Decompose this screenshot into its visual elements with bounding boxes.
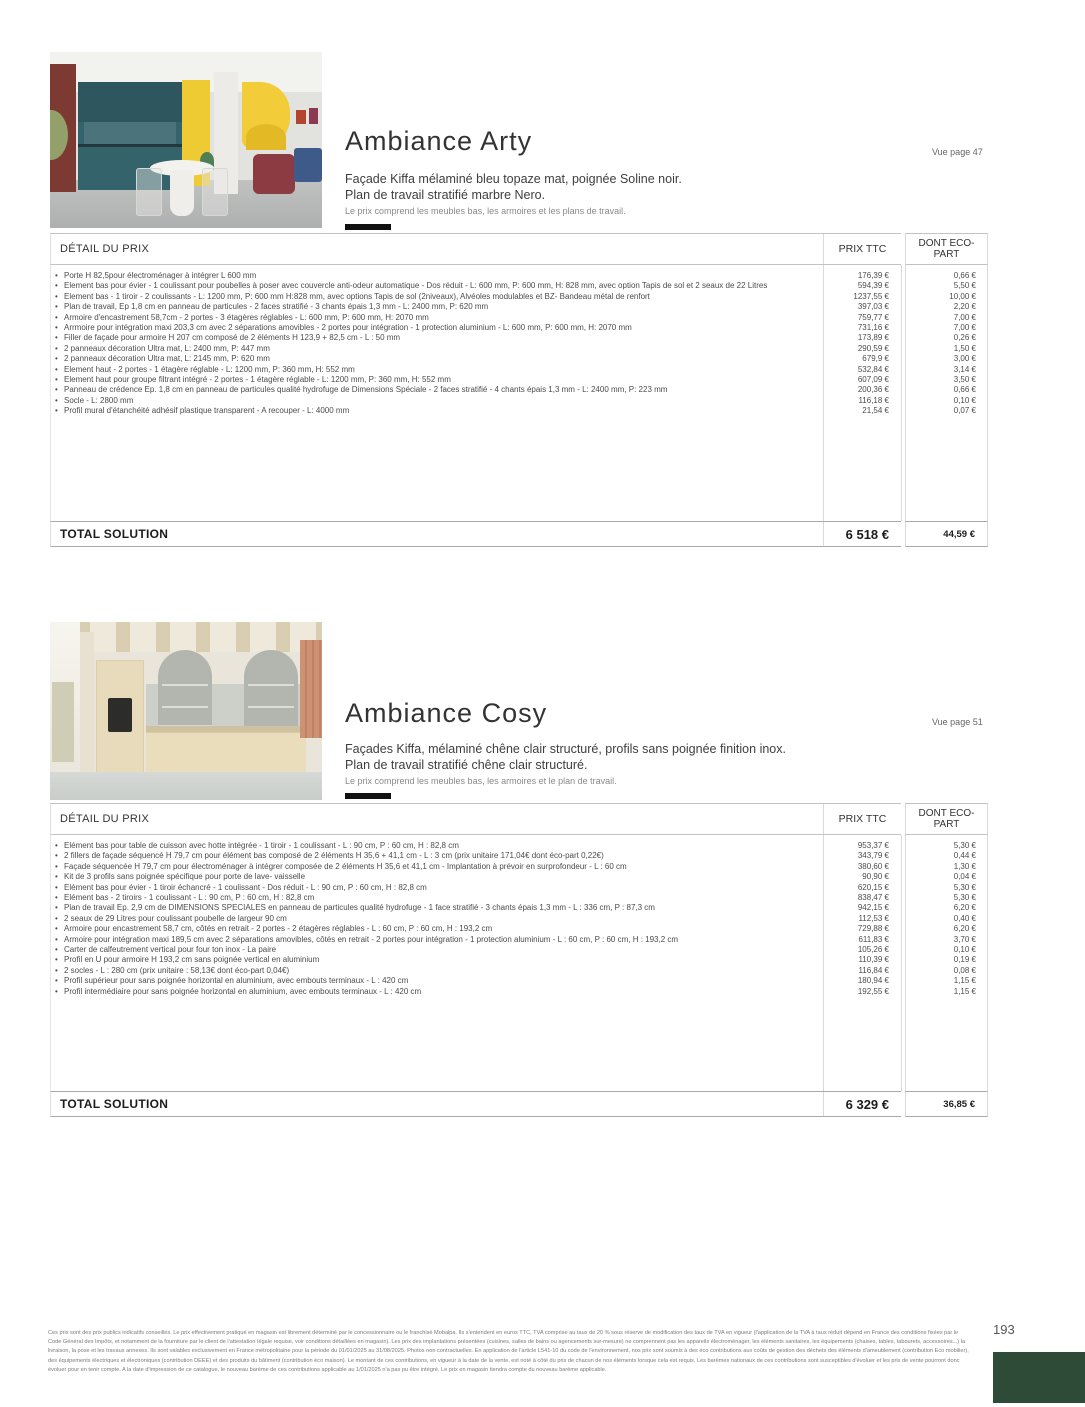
table-row [50, 893, 988, 903]
item-price: 116,18 € [858, 395, 889, 405]
vue-page-link-cosy[interactable]: Vue page 51 [932, 717, 983, 727]
item-eco: 1,50 € [953, 343, 976, 353]
bullet-icon: • [55, 945, 58, 955]
item-price: 759,77 € [857, 312, 889, 322]
table-row [50, 903, 988, 913]
table-row [50, 271, 988, 281]
table-row [50, 375, 988, 385]
item-price: 611,83 € [858, 934, 889, 944]
bullet-icon: • [55, 385, 58, 395]
item-price: 1237,55 € [853, 291, 889, 301]
table-row [50, 872, 988, 882]
item-label: • Profil en U pour armoire H 193,2 cm sans poignée vertical en aluminium [55, 955, 320, 965]
legal-line: Code Général des Impôts, et notamment de la fourniture par le client de l'attestation légale requise, voir conditions détaillées en magasin). Les prix des implantations présentées (cuisines, salles de bains ou agencements sur-mesure) ne comprennent pas les appareils électroménager, les éléments sanitaires, les équipements (chaises, tables, tabourets, accessoires...) la [48, 1339, 966, 1346]
table-row [50, 281, 988, 291]
divider-bar [345, 224, 391, 230]
item-price: 729,88 € [857, 924, 889, 934]
bullet-icon: • [55, 893, 58, 903]
item-eco: 0,08 € [953, 965, 976, 975]
item-eco: 0,10 € [953, 945, 976, 955]
item-label: • Armoire pour encastrement 58,7 cm, côtés en retrait - 2 portes - 2 étagères réglables - L : 60 cm, P : 60 cm, H : 193,2 cm [55, 924, 493, 934]
table-row [50, 883, 988, 893]
item-price: 112,53 € [858, 913, 889, 923]
item-label: • Profil mural d'étanchéité adhésif plastique transparent - A recouper - L: 4000 mm [55, 406, 350, 416]
item-label: • Panneau de crédence Ep. 1,8 cm en panneau de particules qualité hydrofuge de Dimensions Spéciale - 2 faces stratifié - 4 chants épais 1,3 mm - L: 2400 mm, P: 223 mm [55, 385, 668, 395]
total-label: TOTAL SOLUTION [60, 1097, 169, 1111]
column-header-eco: DONT ECO-PART [905, 803, 988, 835]
table-row [50, 365, 988, 375]
item-price: 942,15 € [857, 903, 889, 913]
total-price: 6 518 € [823, 522, 901, 546]
item-label: • Porte H 82,5pour électroménager à intégrer L 600 mm [55, 271, 257, 280]
item-price: 594,39 € [857, 281, 889, 291]
divider-bar [345, 793, 391, 799]
item-eco: 5,30 € [953, 841, 976, 850]
item-label: • Element haut pour groupe filtrant intégré - 2 portes - 1 étagère réglable - L: 1200 mm, P: 360 mm, H: 552 mm [55, 375, 451, 385]
item-label: • Armoire pour intégration maxi 189,5 cm avec 2 séparations amovibles, côtés en retrait - 2 portes pour intégration - 1 protection aluminium - L : 60 cm, P : 60 cm, H : 193,2 cm [55, 934, 679, 944]
bullet-icon: • [55, 271, 58, 280]
bullet-icon: • [55, 903, 58, 913]
item-price: 380,60 € [857, 861, 889, 871]
total-row [50, 1091, 988, 1117]
ambiance-arty-photo [50, 52, 322, 228]
item-label: • Arrmoire pour intégration maxi 203,3 cm avec 2 séparations amovibles - 2 portes pour intégration - 1 protection aluminium - L: 600 mm, P: 600 mm, H: 2070 mm [55, 323, 632, 333]
item-eco: 3,14 € [953, 364, 976, 374]
corner-accent-block [993, 1352, 1085, 1403]
bullet-icon: • [55, 312, 58, 322]
table-row [50, 935, 988, 945]
table-row [50, 302, 988, 312]
item-label: • 2 panneaux décoration Ultra mat, L: 2145 mm, P: 620 mm [55, 354, 270, 364]
section-title-arty: Ambiance Arty [345, 126, 533, 156]
item-eco: 1,15 € [953, 976, 976, 986]
item-label: • 2 fillers de façade séquencé H 79,7 cm pour élément bas composé de 2 éléments H 35,6 + 41,1 cm - L : 3 cm (prix unitaire 171,04€ dont éco-part 0,22€) [55, 851, 604, 861]
column-header-detail: DÉTAIL DU PRIX [60, 243, 150, 255]
table-body [50, 265, 988, 521]
bullet-icon: • [55, 364, 58, 374]
item-label: • 2 panneaux décoration Ultra mat, L: 2400 mm, P: 447 mm [55, 343, 270, 353]
item-price: 90,90 € [862, 872, 889, 882]
item-label: • Element haut - 2 portes - 1 étagère réglable - L: 1200 mm, P: 360 mm, H: 552 mm [55, 364, 355, 374]
item-eco: 5,50 € [953, 281, 976, 291]
item-label: • Elément bas pour table de cuisson avec hotte intégrée - 1 tiroir - 1 coulissant - L : 90 cm, P : 60 cm, H : 82,8 cm [55, 841, 459, 850]
column-header-price: PRIX TTC [823, 234, 901, 264]
bullet-icon: • [55, 302, 58, 312]
table-row [50, 966, 988, 976]
column-header-eco: DONT ECO-PART [905, 233, 988, 265]
item-price: 105,26 € [857, 945, 889, 955]
item-price: 532,84 € [857, 364, 889, 374]
legal-line: Ces prix sont des prix publics indicatifs conseillés. Le prix effectivement pratiqué en magasin est librement déterminé par le concessionnaire ou le franchisé Mobalpa. Ils s'entendent en euros TTC, TVA comprise au taux de 20 % sous réserve de modification des taux de TVA en vigueur (l'application de la TVA à taux réduit dépend en France des conditions fixées par le [48, 1330, 959, 1336]
item-eco: 7,00 € [953, 323, 976, 333]
page-number: 193 [993, 1322, 1015, 1337]
table-row [50, 313, 988, 323]
section-description [345, 741, 786, 773]
item-eco: 6,20 € [953, 903, 976, 913]
item-label: • Elément bas pour évier - 1 tiroir échancré - 1 coulissant - Dos réduit - L : 90 cm, P : 60 cm, H : 82,8 cm [55, 882, 427, 892]
description-line-2: Plan de travail stratifié marbre Nero. [345, 188, 546, 202]
item-price: 180,94 € [857, 976, 889, 986]
item-label: • Element bas - 1 tiroir - 2 coulissants - L: 1200 mm, P: 600 mm H:828 mm, avec options Tapis de sol (2niveaux), Alvéoles modulables et BZ- Bandeau métal de renfort [55, 291, 650, 301]
item-label: • Profil intermédiaire pour sans poignée horizontal en aluminium, avec embouts terminaux - L : 420 cm [55, 986, 422, 996]
item-label: • Façade séquencée H 79,7 cm pour électroménager à intégrer composée de 2 éléments H 35,6 et 41,1 cm - Implantation à prévoir en surprofondeur - L : 60 cm [55, 861, 627, 871]
bullet-icon: • [55, 291, 58, 301]
bullet-icon: • [55, 406, 58, 416]
table-row [50, 851, 988, 861]
item-label: • Plan de travail, Ep 1,8 cm en panneau de particules - 2 faces stratifié - 3 chants épais 1,3 mm - L: 2400 mm, P: 620 mm [55, 302, 489, 312]
bullet-icon: • [55, 851, 58, 861]
item-label: • Plan de travail Ep. 2,9 cm de DIMENSIONS SPECIALES en panneau de particules qualité hydrofuge - 1 face stratifié - 3 chants épais 1,3 mm - L : 336 cm, P : 87,3 cm [55, 903, 655, 913]
item-eco: 2,20 € [953, 302, 976, 312]
item-eco: 5,30 € [953, 893, 976, 903]
bullet-icon: • [55, 965, 58, 975]
item-price: 200,36 € [857, 385, 889, 395]
table-row [50, 292, 988, 302]
table-header [50, 803, 988, 835]
item-price: 116,84 € [858, 965, 889, 975]
item-price: 397,03 € [857, 302, 889, 312]
bullet-icon: • [55, 343, 58, 353]
table-row [50, 333, 988, 343]
legal-line: évoluer pour en tenir compte. A la date d'impression de ce catalogue, le nouveau barème de ces contributions applicable au 1/01/2025 n'a pas pu être intégré. Le prix en magasin tiendra compte du nouveau barème applicable. [48, 1366, 607, 1373]
item-eco: 3,50 € [953, 375, 976, 385]
legal-text [48, 1329, 983, 1375]
table-body [50, 835, 988, 1091]
item-label: • Profil supérieur pour sans poignée horizontal en aluminium, avec embouts terminaux - L : 420 cm [55, 976, 409, 986]
section-note: Le prix comprend les meubles bas, les armoires et le plan de travail. [345, 776, 617, 786]
column-header-detail: DÉTAIL DU PRIX [60, 813, 150, 825]
bullet-icon: • [55, 976, 58, 986]
item-price: 343,79 € [857, 851, 889, 861]
item-price: 21,54 € [862, 406, 889, 416]
bullet-icon: • [55, 395, 58, 405]
bullet-icon: • [55, 841, 58, 850]
item-eco: 1,30 € [953, 861, 976, 871]
item-eco: 3,00 € [953, 354, 976, 364]
item-eco: 0,44 € [953, 851, 976, 861]
item-eco: 10,00 € [949, 291, 976, 301]
table-row [50, 987, 988, 997]
item-price: 620,15 € [857, 882, 889, 892]
legal-line: livraison, la pose et les travaux annexes. Ils sont valables exclusivement en France métropolitaine pour la période du 01/01/2025 au 31/08/2025. Photos non contractuelles. En application de l'article L541-10 du code de l'environnement, nos prix sont soumis à des éco contributions aux coûts de gestion des déchets des éléments d'ameublement (contribution Eco mobilier), [48, 1348, 969, 1355]
item-eco: 0,04 € [953, 872, 976, 882]
bullet-icon: • [55, 354, 58, 364]
item-price: 173,89 € [857, 333, 889, 343]
item-eco: 0,40 € [953, 913, 976, 923]
total-eco: 36,85 € [905, 1091, 988, 1117]
table-header [50, 233, 988, 265]
total-label: TOTAL SOLUTION [60, 527, 169, 541]
item-price: 679,9 € [862, 354, 889, 364]
item-eco: 5,30 € [953, 882, 976, 892]
total-price: 6 329 € [823, 1092, 901, 1116]
legal-line: des équipements électriques et électroniques (contribution DEEE) et des produits du bâtiment (contribution éco maison). Le montant de ces contributions, en vigueur à la date de la vente, est noté à côté du prix de chacun de nos éléments lorsque cela est requis. Les barèmes nationaux de ces contributions sont susceptibles d'évoluer et les prix de vente pourront donc [48, 1357, 960, 1364]
item-label: • Carter de calfeutrement vertical pour four ton inox - La paire [55, 945, 277, 955]
item-price: 607,09 € [857, 375, 889, 385]
description-line-2: Plan de travail stratifié chêne clair structuré. [345, 758, 588, 772]
table-row [50, 354, 988, 364]
bullet-icon: • [55, 986, 58, 996]
bullet-icon: • [55, 323, 58, 333]
table-row [50, 914, 988, 924]
bullet-icon: • [55, 934, 58, 944]
bullet-icon: • [55, 375, 58, 385]
item-label: • Kit de 3 profils sans poignée spécifique pour porte de lave- vaisselle [55, 872, 306, 882]
item-eco: 0,66 € [953, 271, 976, 280]
bullet-icon: • [55, 882, 58, 892]
total-eco: 44,59 € [905, 521, 988, 547]
item-label: • Elément bas - 2 tiroirs - 1 coulissant - L : 90 cm, P : 60 cm, H : 82,8 cm [55, 893, 315, 903]
bullet-icon: • [55, 872, 58, 882]
item-label: • Element bas pour évier - 1 coulissant pour poubelles à poser avec couvercle anti-odeur automatique - Dos réduit - L: 600 mm, P: 600 mm, H: 828 mm, avec option Tapis de sol et 2 seaux de 22 Litres [55, 281, 768, 291]
item-eco: 0,07 € [953, 406, 976, 416]
section-description [345, 171, 682, 203]
table-row [50, 406, 988, 416]
column-header-price: PRIX TTC [823, 804, 901, 834]
bullet-icon: • [55, 861, 58, 871]
section-title-cosy: Ambiance Cosy [345, 698, 548, 728]
item-price: 192,55 € [857, 986, 889, 996]
description-line-1: Façades Kiffa, mélaminé chêne clair structuré, profils sans poignée finition inox. [345, 742, 786, 756]
item-price: 731,16 € [857, 323, 889, 333]
section-note: Le prix comprend les meubles bas, les armoires et les plans de travail. [345, 206, 626, 216]
item-price: 953,37 € [857, 841, 889, 850]
item-label: • Armoire d'encastrement 58,7cm - 2 portes - 3 étagères réglables - L: 600 mm, P: 600 mm, H: 2070 mm [55, 312, 429, 322]
item-eco: 0,26 € [953, 333, 976, 343]
total-row [50, 521, 988, 547]
bullet-icon: • [55, 281, 58, 291]
item-label: • 2 socles - L : 280 cm (prix unitaire : 58,13€ dont éco-part 0,04€) [55, 965, 290, 975]
item-label: • 2 seaux de 29 Litres pour coulissant poubelle de largeur 90 cm [55, 913, 287, 923]
item-eco: 0,19 € [953, 955, 976, 965]
table-row [50, 841, 988, 851]
bullet-icon: • [55, 924, 58, 934]
table-row [50, 924, 988, 934]
table-row [50, 976, 988, 986]
item-price: 838,47 € [857, 893, 889, 903]
price-table-cosy [50, 803, 988, 1117]
item-label: • Socle - L: 2800 mm [55, 395, 134, 405]
table-row [50, 323, 988, 333]
table-row [50, 396, 988, 406]
item-price: 290,59 € [857, 343, 889, 353]
price-table-arty [50, 233, 988, 547]
item-price: 110,39 € [858, 955, 889, 965]
item-eco: 0,66 € [953, 385, 976, 395]
table-row [50, 945, 988, 955]
bullet-icon: • [55, 913, 58, 923]
description-line-1: Façade Kiffa mélaminé bleu topaze mat, poignée Soline noir. [345, 172, 682, 186]
item-eco: 0,10 € [953, 395, 976, 405]
table-row [50, 862, 988, 872]
table-row [50, 955, 988, 965]
item-eco: 1,15 € [953, 986, 976, 996]
item-label: • Filler de façade pour armoire H 207 cm composé de 2 éléments H 123,9 + 82,5 cm - L : 50 mm [55, 333, 401, 343]
item-price: 176,39 € [857, 271, 889, 280]
item-eco: 7,00 € [953, 312, 976, 322]
bullet-icon: • [55, 955, 58, 965]
item-eco: 3,70 € [953, 934, 976, 944]
bullet-icon: • [55, 333, 58, 343]
table-row [50, 344, 988, 354]
item-eco: 6,20 € [953, 924, 976, 934]
vue-page-link-arty[interactable]: Vue page 47 [932, 147, 983, 157]
ambiance-cosy-photo [50, 622, 322, 800]
table-row [50, 385, 988, 395]
